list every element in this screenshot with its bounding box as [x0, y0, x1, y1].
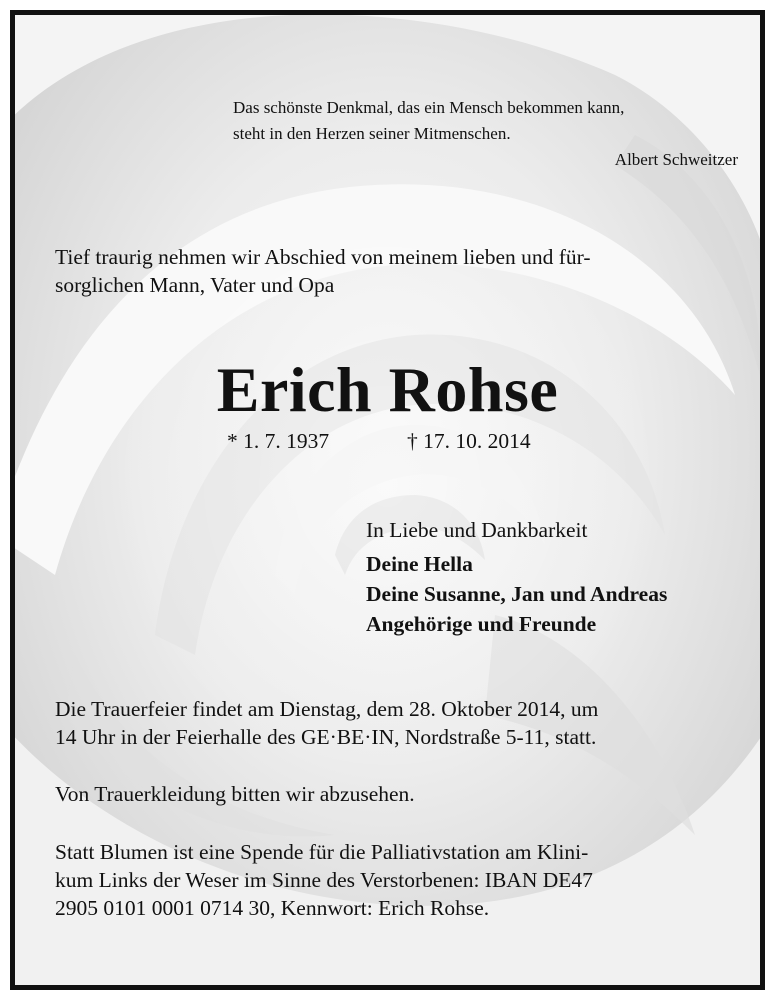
funeral-line: Die Trauerfeier findet am Dienstag, dem 28. Oktober 2014, um: [55, 697, 599, 721]
birth-date: * 1. 7. 1937: [227, 429, 330, 453]
signoff-intro: In Liebe und Dankbarkeit: [366, 518, 588, 542]
donation-line: kum Links der Weser im Sinne des Verstorbenen: IBAN DE47: [55, 868, 593, 892]
mourner-name: Angehörige und Freunde: [366, 612, 597, 636]
death-date: † 17. 10. 2014: [407, 429, 531, 453]
quote-author: Albert Schweitzer: [614, 150, 738, 169]
quote-line: Das schönste Denkmal, das ein Mensch bekommen kann,: [233, 98, 625, 117]
epigraph-quote: [233, 95, 733, 147]
intro-line: Tief traurig nehmen wir Abschied von meinem lieben und für-: [55, 245, 591, 269]
donation-line: 2905 0101 0001 0714 30, Kennwort: Erich Rohse.: [55, 896, 490, 920]
mourner-name: Deine Hella: [366, 552, 473, 576]
obituary-content: [15, 15, 760, 985]
donation-notice: [55, 838, 733, 922]
mourners-signoff: [366, 515, 746, 639]
mourner-name: Deine Susanne, Jan und Andreas: [366, 582, 668, 606]
quote-line: steht in den Herzen seiner Mitmenschen.: [233, 124, 511, 143]
deceased-name: Erich Rohse: [216, 354, 559, 425]
donation-line: Statt Blumen ist eine Spende für die Palliativstation am Klini-: [55, 840, 589, 864]
intro-line: sorglichen Mann, Vater und Opa: [55, 273, 335, 297]
obituary-frame: [10, 10, 765, 990]
funeral-notice: [55, 695, 733, 751]
attire-notice: Von Trauerkleidung bitten wir abzusehen.: [55, 782, 415, 806]
intro-text: [55, 243, 733, 299]
funeral-line: 14 Uhr in der Feierhalle des GE·BE·IN, Nordstraße 5-11, statt.: [55, 725, 597, 749]
